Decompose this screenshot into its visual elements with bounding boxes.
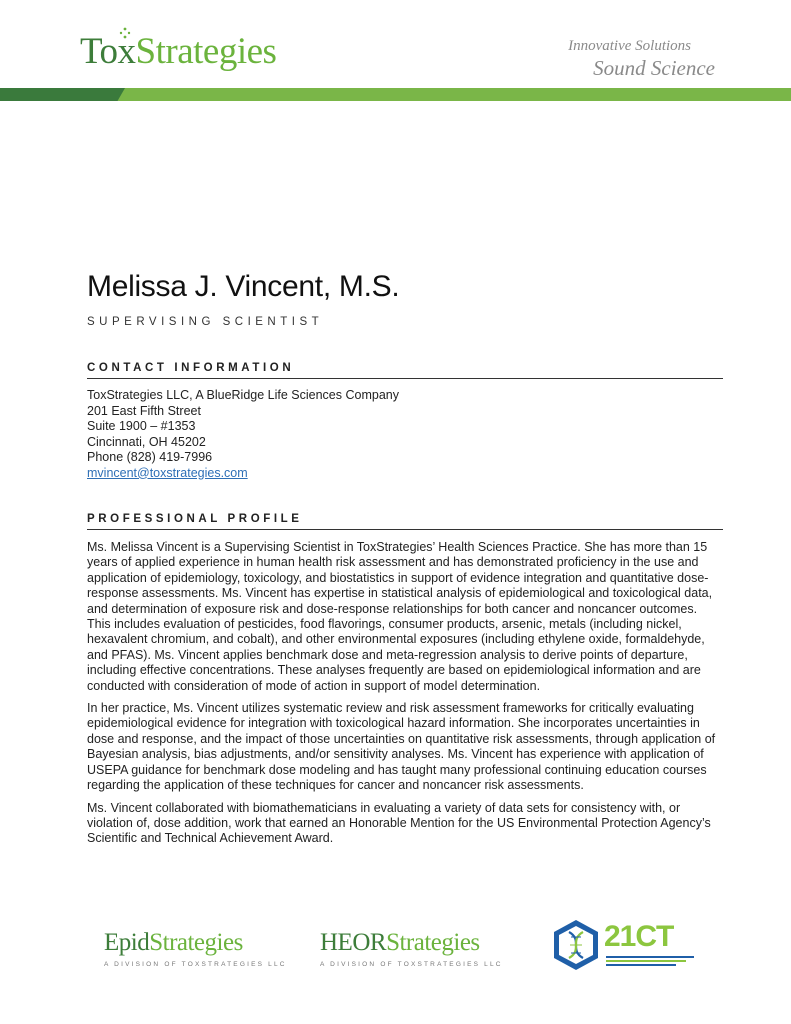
contact-line-phone: Phone (828) 419-7996 xyxy=(87,450,213,464)
contact-block xyxy=(87,388,399,481)
21ct-logo xyxy=(552,918,702,979)
contact-line-city: Cincinnati, OH 45202 xyxy=(87,434,206,449)
header-bar-accent xyxy=(0,88,125,101)
heorstrategies-logo xyxy=(320,930,503,968)
21ct-logo-line-3 xyxy=(606,964,676,966)
21ct-logo-line-2 xyxy=(606,960,686,962)
epidstrategies-logo xyxy=(104,930,287,968)
person-name: Melissa J. Vincent, M.S. xyxy=(87,270,400,303)
email-link[interactable]: mvincent@toxstrategies.com xyxy=(87,465,248,480)
profile-paragraph-3: Ms. Vincent collaborated with biomathematicians in evaluating a variety of data sets for consistency with, or violation of, dose addition, work that earned an Honorable Mention for the US Environmental Protection Agency’s Scientific and Technical Achievement Award. xyxy=(87,800,711,846)
epid-logo-part2: Strategies xyxy=(149,929,243,956)
profile-divider xyxy=(87,529,723,530)
profile-paragraph-1: Ms. Melissa Vincent is a Supervising Scientist in ToxStrategies’ Health Sciences Practice. She has more than 15 years of applied experience in human health risk assessment and has demonstrated proficiency in the use and application of epidemiology, toxicology, and biostatistics in support of evidence integration and quantitative dose-response assessments. Ms. Vincent has expertise in statistical analysis of epidemiological and toxicological data, and determination of exposure risk and dose-response relationships for both cancer and noncancer outcomes. This includes evaluation of pesticides, food flavorings, consumer products, arsenic, metals (including nickel, hexavalent chromium, and cobalt), and other environmental exposures (including ethylene oxide, formaldehyde, and PFAS). Ms. Vincent applies benchmark dose and meta-regression analysis to derive points of departure, including effective concentrations. These analyses frequently are based on epidemiological information and are conducted with consideration of mode of action in support of model determination. xyxy=(87,540,713,693)
person-title: SUPERVISING SCIENTIST xyxy=(87,316,324,328)
tagline-innovative: Innovative Solutions xyxy=(568,38,691,54)
heor-logo-part2: Strategies xyxy=(386,929,480,956)
21ct-logo-text xyxy=(604,922,673,952)
contact-line-company: ToxStrategies LLC, A BlueRidge Life Sciences Company xyxy=(87,388,399,402)
contact-line-street: 201 East Fifth Street xyxy=(87,403,201,418)
profile-paragraph-2: In her practice, Ms. Vincent utilizes systematic review and risk assessment frameworks for critically evaluating epidemiological evidence for integration with toxicological hazard information. She incorporates uncertainties in dose and response, and the impact of those uncertainties on quantitative risk assessments, through application of Bayesian analysis, bias adjustments, and/or sensitivity analyses. Ms. Vincent has experience with application of USEPA guidance for benchmark dose modeling and has taught many professional continuing education courses regarding the application of these techniques for cancer and noncancer risk assessments. xyxy=(87,701,716,793)
21ct-logo-word: 21CT xyxy=(604,920,674,953)
toxstrategies-logo xyxy=(80,33,276,70)
contact-heading: CONTACT INFORMATION xyxy=(87,362,295,374)
epid-logo-part1: Epid xyxy=(104,929,150,956)
profile-heading: PROFESSIONAL PROFILE xyxy=(87,513,303,525)
epid-logo-subtitle: A DIVISION OF TOXSTRATEGIES LLC xyxy=(104,961,287,968)
profile-body xyxy=(87,540,723,854)
contact-divider xyxy=(87,378,723,379)
heor-logo-subtitle: A DIVISION OF TOXSTRATEGIES LLC xyxy=(320,961,503,968)
contact-line-suite: Suite 1900 – #1353 xyxy=(87,419,196,433)
logo-part-tox: Tox xyxy=(80,31,136,72)
21ct-logo-line-1 xyxy=(606,956,694,958)
heor-logo-part1: HEOR xyxy=(320,929,387,956)
logo-part-strategies: Strategies xyxy=(135,31,277,72)
tagline-sound-science: Sound Science xyxy=(593,56,715,80)
